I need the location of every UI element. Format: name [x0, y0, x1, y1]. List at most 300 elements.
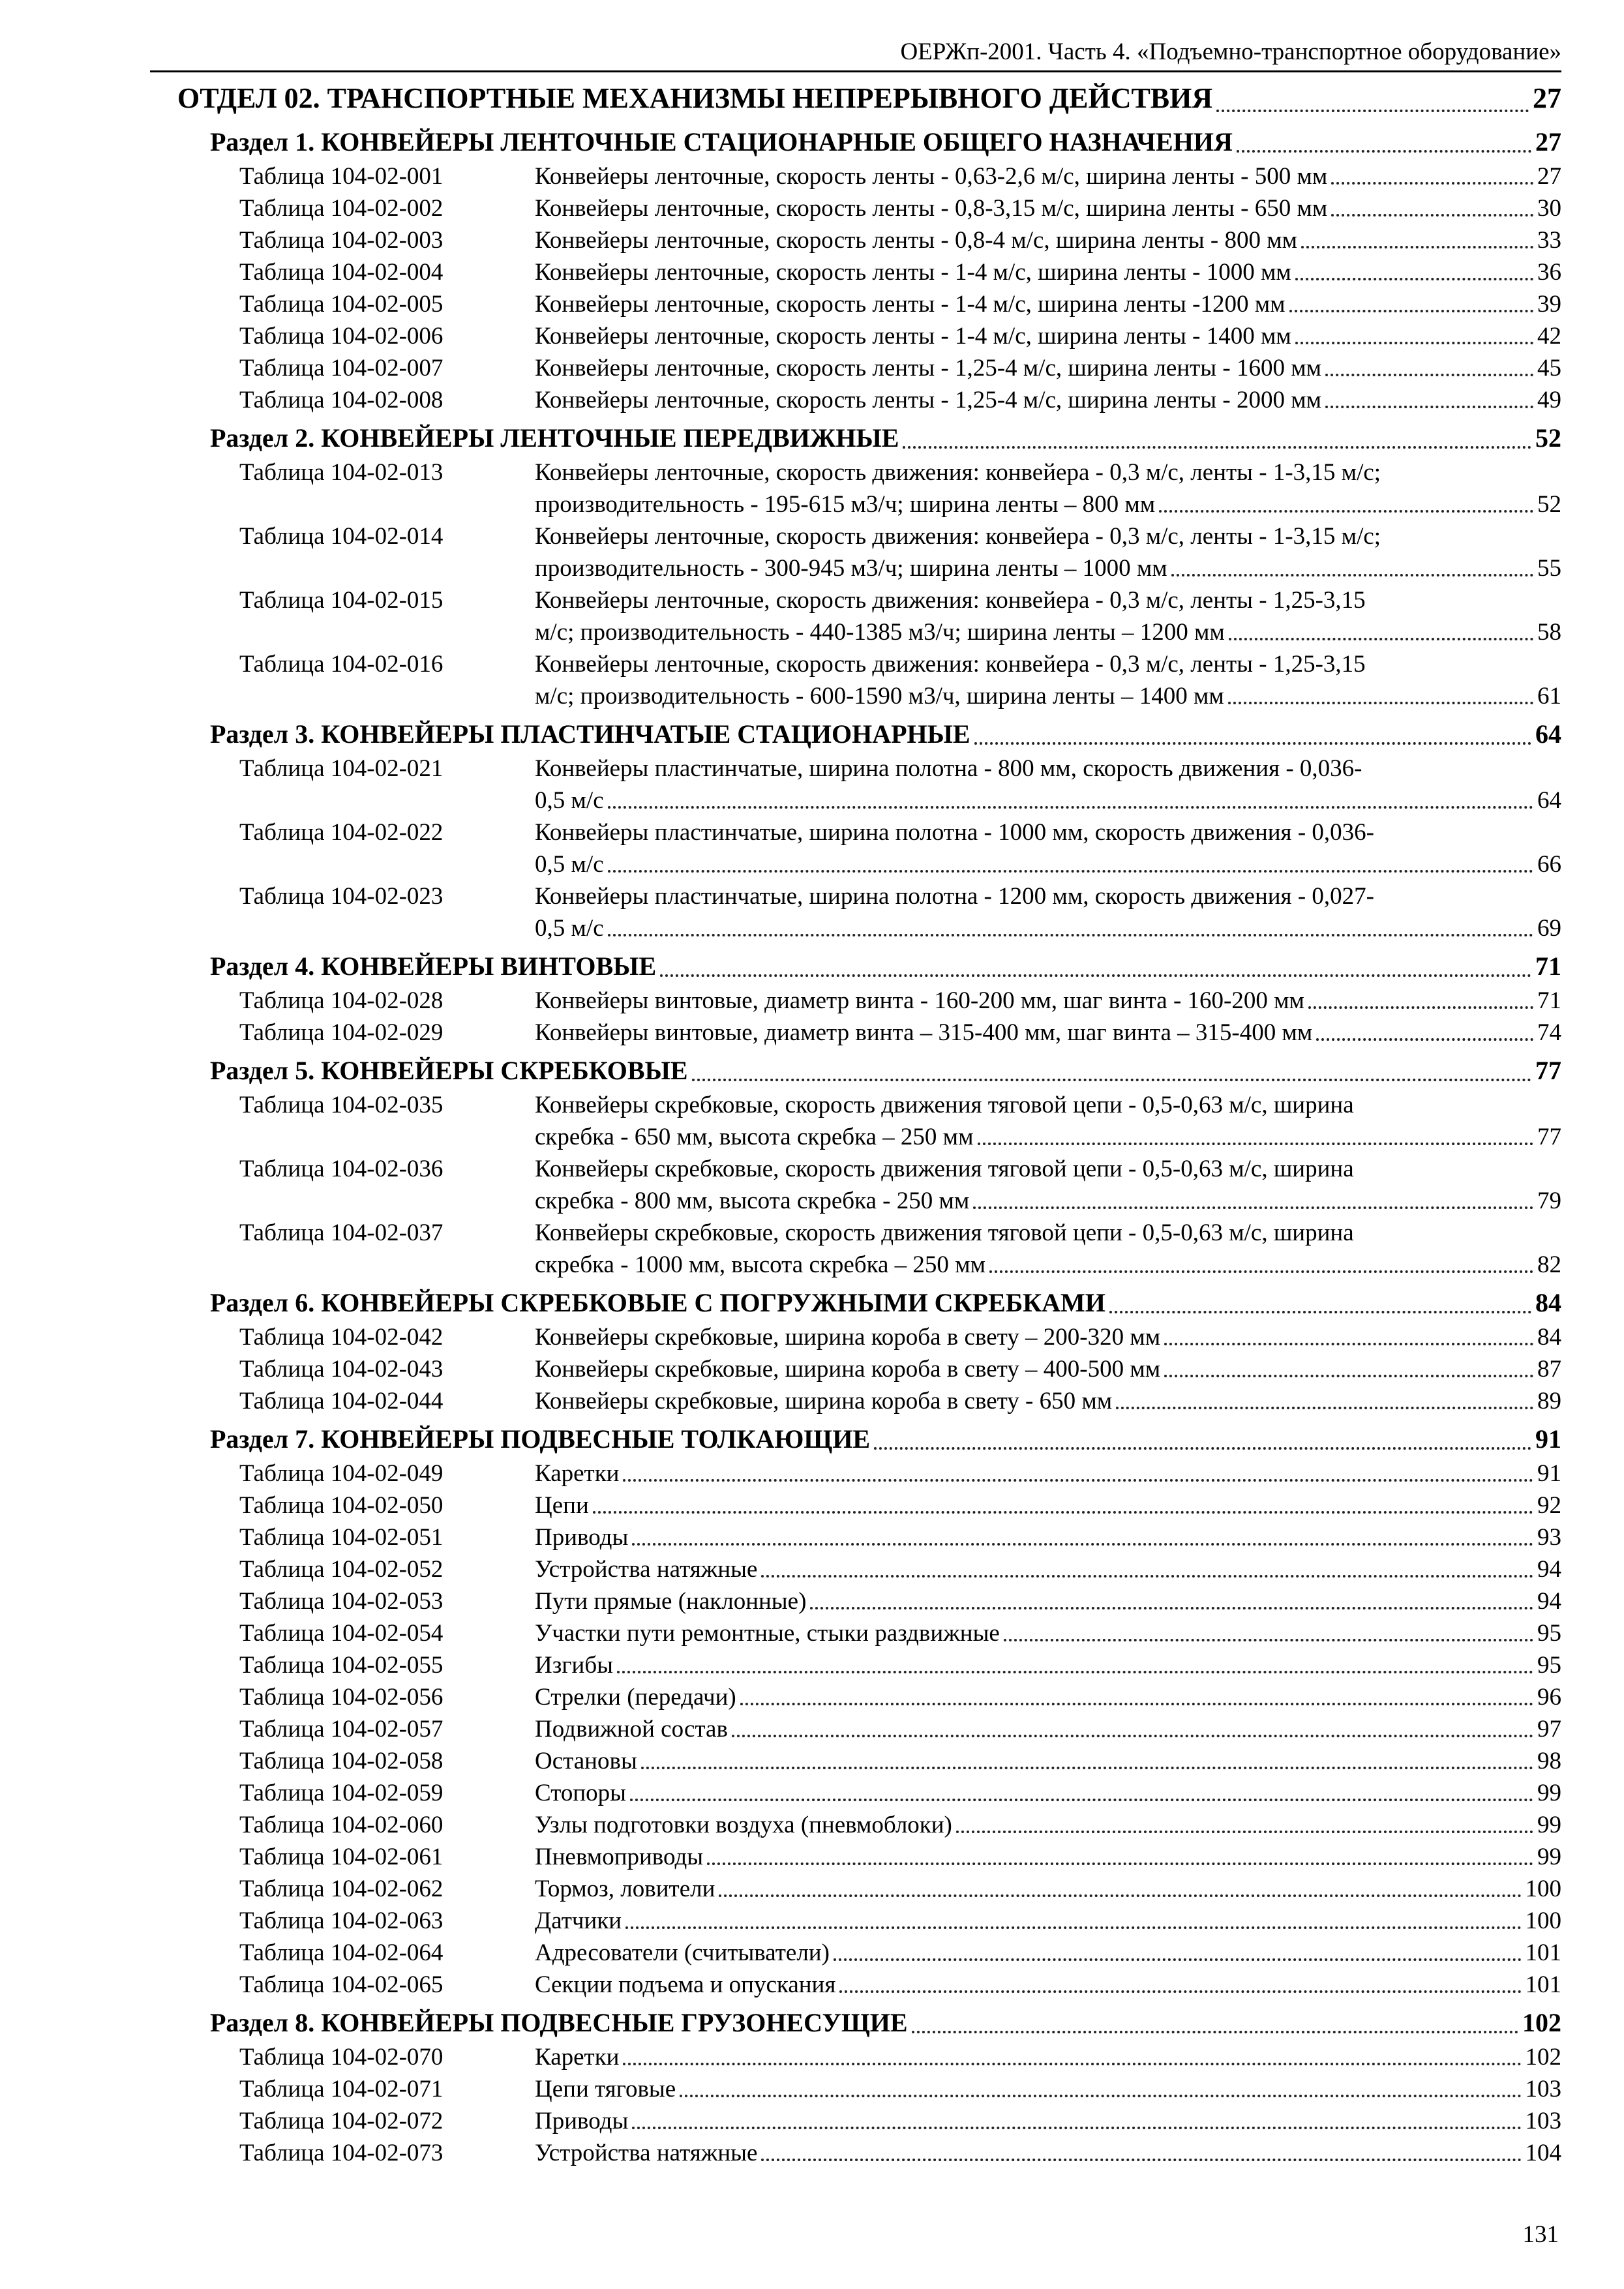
toc-entry [239, 1969, 1561, 2001]
entry-text-line: 0,5 м/с [535, 787, 604, 814]
dot-leader [989, 1270, 1533, 1273]
entry-body [535, 1521, 1561, 1553]
dot-leader [903, 446, 1531, 449]
toc-section [177, 420, 1561, 712]
entry-text-line: Адресователи (считыватели) [535, 1939, 830, 1966]
table-number: Таблица 104-02-029 [239, 1019, 444, 1046]
dot-leader [732, 1735, 1533, 1737]
entry-body [535, 1585, 1561, 1617]
entry-page: 95 [1537, 1620, 1561, 1647]
entry-last-line [535, 2105, 1561, 2137]
table-number: Таблица 104-02-058 [239, 1748, 444, 1774]
dot-leader [1301, 246, 1533, 248]
entry-body [535, 224, 1561, 256]
toc-entry [239, 288, 1561, 320]
table-number: Таблица 104-02-042 [239, 1324, 444, 1351]
toc-entry [239, 192, 1561, 224]
dot-leader [1295, 342, 1533, 344]
entry-text-line: Цепи тяговые [535, 2076, 676, 2102]
entry-text-line: Конвейеры пластинчатые, ширина полотна - 800 мм, скорость движения - 0,036- [535, 755, 1362, 782]
entry-last-line [535, 985, 1561, 1017]
entry-page: 84 [1537, 1324, 1561, 1351]
entry-text-line: скребка - 650 мм, высота скребка – 250 мм [535, 1124, 974, 1150]
entry-page: 45 [1537, 355, 1561, 382]
entry-text-line: Конвейеры скребковые, скорость движения тяговой цепи - 0,5-0,63 м/с, ширина [535, 1092, 1354, 1118]
table-number: Таблица 104-02-036 [239, 1156, 444, 1182]
entry-body [535, 1681, 1561, 1713]
toc-entry [239, 384, 1561, 416]
entry-text-line: Стрелки (передачи) [535, 1684, 736, 1711]
toc-entry [239, 320, 1561, 352]
entry-body [535, 1017, 1561, 1049]
entry-text-line: Цепи [535, 1492, 589, 1519]
entry-last-line [535, 785, 1561, 816]
table-number: Таблица 104-02-051 [239, 1524, 444, 1551]
entry-text-line: Конвейеры скребковые, ширина короба в свету – 400-500 мм [535, 1356, 1161, 1383]
dot-leader [660, 974, 1531, 977]
entry-body [535, 985, 1561, 1017]
table-number: Таблица 104-02-035 [239, 1092, 444, 1118]
entry-page: 91 [1537, 1460, 1561, 1487]
entry-body [535, 880, 1561, 944]
entry-text-line: Конвейеры ленточные, скорость движения: конвейера - 0,3 м/с, ленты - 1-3,15 м/с; [535, 523, 1381, 550]
entry-page: 42 [1537, 323, 1561, 350]
entry-page: 101 [1525, 1971, 1561, 1998]
section-title: Раздел 7. КОНВЕЙЕРЫ ПОДВЕСНЫЕ ТОЛКАЮЩИЕ [210, 1424, 871, 1454]
toc-entry [239, 1489, 1561, 1521]
entry-last-line [535, 848, 1561, 880]
entry-body [535, 1489, 1561, 1521]
entry-last-line [535, 1649, 1561, 1681]
table-number: Таблица 104-02-001 [239, 163, 444, 190]
entry-text-line: Конвейеры ленточные, скорость ленты - 1,25-4 м/с, ширина ленты - 2000 мм [535, 387, 1322, 413]
page-number: 131 [1522, 2221, 1559, 2248]
table-number: Таблица 104-02-070 [239, 2044, 444, 2071]
entry-last-line [535, 1745, 1561, 1777]
entry-text-line: Стопоры [535, 1780, 627, 1806]
entry-last-line [535, 1873, 1561, 1905]
entry-last-line [535, 288, 1561, 320]
table-number: Таблица 104-02-037 [239, 1219, 444, 1246]
table-number: Таблица 104-02-049 [239, 1460, 444, 1487]
entry-body [535, 1553, 1561, 1585]
entry-body [535, 2041, 1561, 2073]
dot-leader [608, 934, 1533, 936]
dot-leader [630, 1799, 1533, 1801]
entry-last-line [535, 680, 1561, 712]
section-page: 71 [1535, 951, 1561, 981]
toc-entry [239, 1353, 1561, 1385]
toc-entry [239, 1521, 1561, 1553]
entry-text-line: Конвейеры винтовые, диаметр винта - 160-200 мм, шаг винта - 160-200 мм [535, 987, 1304, 1014]
entry-text-line: производительность - 300-945 м3/ч; ширина ленты – 1000 мм [535, 555, 1167, 582]
dot-leader [978, 1143, 1533, 1145]
dot-leader [1228, 702, 1533, 704]
dot-leader [1171, 574, 1533, 576]
entry-body [535, 1937, 1561, 1969]
entry-body [535, 384, 1561, 416]
dot-leader [1164, 1343, 1533, 1345]
toc-section [177, 1053, 1561, 1281]
entry-text-line: Участки пути ремонтные, стыки раздвижные [535, 1620, 1000, 1647]
section-page: 102 [1522, 2008, 1561, 2037]
dot-leader [912, 2031, 1518, 2033]
entry-text-line: Устройства натяжные [535, 2140, 758, 2166]
toc-entry [239, 2041, 1561, 2073]
dot-leader [632, 2127, 1521, 2129]
section-heading [210, 1421, 1561, 1458]
entry-body [535, 320, 1561, 352]
entry-body [535, 1217, 1561, 1281]
entry-last-line [535, 1937, 1561, 1969]
toc-entry [239, 2105, 1561, 2137]
entry-text-line: Узлы подготовки воздуха (пневмоблоки) [535, 1812, 952, 1838]
entry-text-line: Остановы [535, 1748, 637, 1774]
toc-entry [239, 648, 1561, 712]
toc-entry [239, 256, 1561, 288]
toc-section [177, 2005, 1561, 2169]
table-number: Таблица 104-02-008 [239, 387, 444, 413]
entry-text-line: производительность - 195-615 м3/ч; ширина ленты – 800 мм [535, 491, 1156, 518]
entry-text-line: Конвейеры винтовые, диаметр винта – 315-400 мм, шаг винта – 315-400 мм [535, 1019, 1313, 1046]
entry-text-line: Датчики [535, 1908, 622, 1934]
toc-entry [239, 1745, 1561, 1777]
toc-entry [239, 1937, 1561, 1969]
entry-page: 93 [1537, 1524, 1561, 1551]
dot-leader [625, 1926, 1521, 1929]
entry-body [535, 1873, 1561, 1905]
entry-last-line [535, 1121, 1561, 1153]
entry-text-line: Конвейеры ленточные, скорость ленты - 0,8-4 м/с, ширина ленты - 800 мм [535, 227, 1298, 254]
sections-list [177, 124, 1561, 2169]
section-title: Раздел 6. КОНВЕЙЕРЫ СКРЕБКОВЫЕ С ПОГРУЖНЫМИ СКРЕБКАМИ [210, 1288, 1105, 1317]
dot-leader [1159, 510, 1533, 513]
entry-text-line: Конвейеры ленточные, скорость ленты - 0,8-3,15 м/с, ширина ленты - 650 мм [535, 195, 1328, 222]
toc-entry [239, 1385, 1561, 1417]
toc-entry [239, 1458, 1561, 1489]
entry-body [535, 1617, 1561, 1649]
entry-page: 95 [1537, 1652, 1561, 1679]
entry-body [535, 1745, 1561, 1777]
toc-entry [239, 584, 1561, 648]
entry-last-line [535, 256, 1561, 288]
table-number: Таблица 104-02-062 [239, 1876, 444, 1902]
entry-text-line: Устройства натяжные [535, 1556, 758, 1583]
entry-page: 99 [1537, 1780, 1561, 1806]
section-heading [210, 716, 1561, 753]
entry-page: 100 [1525, 1876, 1561, 1902]
table-number: Таблица 104-02-016 [239, 651, 444, 678]
entry-text-line: Конвейеры скребковые, скорость движения тяговой цепи - 0,5-0,63 м/с, ширина [535, 1219, 1354, 1246]
entry-page: 77 [1537, 1124, 1561, 1150]
dot-leader [1116, 1407, 1533, 1409]
dot-leader [1289, 310, 1533, 312]
table-number: Таблица 104-02-064 [239, 1939, 444, 1966]
entry-text-line: Конвейеры ленточные, скорость ленты - 1-4 м/с, ширина ленты -1200 мм [535, 291, 1286, 318]
dot-leader [974, 742, 1531, 745]
toc-entry [239, 753, 1561, 816]
toc-entry [239, 1809, 1561, 1841]
dot-leader [839, 1990, 1521, 1993]
section-page: 27 [1535, 127, 1561, 157]
entry-text-line: скребка - 800 мм, высота скребка - 250 мм [535, 1188, 970, 1214]
toc-entry [239, 1873, 1561, 1905]
entry-last-line [535, 1553, 1561, 1585]
table-number: Таблица 104-02-055 [239, 1652, 444, 1679]
dot-leader [632, 1543, 1533, 1546]
table-number: Таблица 104-02-004 [239, 259, 444, 286]
dot-leader [1109, 1311, 1531, 1313]
section-title: Раздел 1. КОНВЕЙЕРЫ ЛЕНТОЧНЫЕ СТАЦИОНАРНЫЕ ОБЩЕГО НАЗНАЧЕНИЯ [210, 127, 1233, 157]
dot-leader [617, 1671, 1533, 1673]
section-page: 77 [1535, 1056, 1561, 1085]
section-heading [210, 948, 1561, 985]
toc-entry [239, 985, 1561, 1017]
dot-leader [692, 1079, 1531, 1081]
entry-page: 102 [1525, 2044, 1561, 2071]
toc-entry [239, 1777, 1561, 1809]
otdel-heading [177, 77, 1561, 120]
entry-page: 89 [1537, 1388, 1561, 1414]
entry-page: 36 [1537, 259, 1561, 286]
table-number: Таблица 104-02-013 [239, 459, 444, 486]
entry-text-line: Конвейеры ленточные, скорость ленты - 1,25-4 м/с, ширина ленты - 1600 мм [535, 355, 1322, 382]
dot-leader [680, 2095, 1521, 2097]
dot-leader [874, 1447, 1531, 1450]
entry-text-line: Тормоз, ловители [535, 1876, 715, 1902]
section-page: 91 [1535, 1424, 1561, 1454]
entry-text-line: Пневмоприводы [535, 1844, 704, 1870]
toc-entry [239, 1585, 1561, 1617]
section-title: Раздел 3. КОНВЕЙЕРЫ ПЛАСТИНЧАТЫЕ СТАЦИОНАРНЫЕ [210, 719, 970, 749]
entry-body [535, 584, 1561, 648]
dot-leader [810, 1607, 1533, 1609]
entry-body [535, 456, 1561, 520]
table-number: Таблица 104-02-063 [239, 1908, 444, 1934]
entry-body [535, 1353, 1561, 1385]
toc-entry [239, 1089, 1561, 1153]
entry-body [535, 1153, 1561, 1217]
entry-body [535, 1458, 1561, 1489]
table-number: Таблица 104-02-059 [239, 1780, 444, 1806]
entry-last-line [535, 616, 1561, 648]
entry-last-line [535, 1458, 1561, 1489]
entry-page: 71 [1537, 987, 1561, 1014]
entry-last-line [535, 224, 1561, 256]
toc-entry [239, 2137, 1561, 2169]
entry-body [535, 2137, 1561, 2169]
table-number: Таблица 104-02-065 [239, 1971, 444, 1998]
toc-entry [239, 1153, 1561, 1217]
entry-last-line [535, 1617, 1561, 1649]
table-number: Таблица 104-02-054 [239, 1620, 444, 1647]
entry-body [535, 2073, 1561, 2105]
toc-entry [239, 520, 1561, 584]
entry-last-line [535, 912, 1561, 944]
entry-text-line: Приводы [535, 2108, 629, 2134]
entry-last-line [535, 1713, 1561, 1745]
entry-text-line: Конвейеры ленточные, скорость движения: конвейера - 0,3 м/с, ленты - 1-3,15 м/с; [535, 459, 1381, 486]
entry-body [535, 2105, 1561, 2137]
entry-body [535, 1089, 1561, 1153]
entry-body [535, 520, 1561, 584]
entry-page: 104 [1525, 2140, 1561, 2166]
entry-page: 82 [1537, 1251, 1561, 1278]
entry-text-line: Пути прямые (наклонные) [535, 1588, 807, 1615]
dot-leader [740, 1703, 1533, 1705]
entry-body [535, 1841, 1561, 1873]
dot-leader [719, 1894, 1521, 1897]
entry-body [535, 1385, 1561, 1417]
toc-entry [239, 1681, 1561, 1713]
entry-text-line: 0,5 м/с [535, 915, 604, 942]
table-number: Таблица 104-02-002 [239, 195, 444, 222]
entry-body [535, 1809, 1561, 1841]
section-page: 64 [1535, 719, 1561, 749]
entry-body [535, 1905, 1561, 1937]
dot-leader [1325, 406, 1533, 408]
table-number: Таблица 104-02-006 [239, 323, 444, 350]
table-number: Таблица 104-02-028 [239, 987, 444, 1014]
section-heading [210, 124, 1561, 160]
entry-page: 27 [1537, 163, 1561, 190]
dot-leader [761, 2159, 1521, 2161]
table-number: Таблица 104-02-056 [239, 1684, 444, 1711]
otdel-page: 27 [1533, 82, 1561, 114]
toc-entry [239, 456, 1561, 520]
entry-page: 61 [1537, 683, 1561, 710]
entry-page: 30 [1537, 195, 1561, 222]
entry-page: 101 [1525, 1939, 1561, 1966]
dot-leader [1237, 150, 1531, 153]
entry-text-line: Каретки [535, 2044, 620, 2071]
entry-page: 97 [1537, 1716, 1561, 1743]
table-number: Таблица 104-02-007 [239, 355, 444, 382]
entry-page: 98 [1537, 1748, 1561, 1774]
table-number: Таблица 104-02-072 [239, 2108, 444, 2134]
running-header: ОЕРЖп-2001. Часть 4. «Подъемно-транспортное оборудование» [900, 38, 1561, 65]
toc-entry [239, 1617, 1561, 1649]
dot-leader [593, 1511, 1533, 1514]
entry-last-line [535, 384, 1561, 416]
table-number: Таблица 104-02-043 [239, 1356, 444, 1383]
entry-body [535, 816, 1561, 880]
entry-last-line [535, 352, 1561, 384]
entry-last-line [535, 1353, 1561, 1385]
entry-text-line: Конвейеры ленточные, скорость движения: конвейера - 0,3 м/с, ленты - 1,25-3,15 [535, 651, 1366, 678]
entry-page: 74 [1537, 1019, 1561, 1046]
dot-leader [1325, 374, 1533, 376]
dot-leader [641, 1767, 1533, 1769]
toc-entry [239, 160, 1561, 192]
entry-text-line: Каретки [535, 1460, 620, 1487]
entry-body [535, 160, 1561, 192]
toc-section [177, 716, 1561, 944]
entry-last-line [535, 1969, 1561, 2001]
table-number: Таблица 104-02-053 [239, 1588, 444, 1615]
dot-leader [707, 1863, 1533, 1865]
entry-text-line: м/с; производительность - 440-1385 м3/ч; ширина ленты – 1200 мм [535, 619, 1225, 646]
entry-text-line: Секции подъема и опускания [535, 1971, 836, 1998]
entry-page: 100 [1525, 1908, 1561, 1934]
section-title: Раздел 4. КОНВЕЙЕРЫ ВИНТОВЫЕ [210, 951, 657, 981]
otdel-title: ОТДЕЛ 02. ТРАНСПОРТНЫЕ МЕХАНИЗМЫ НЕПРЕРЫВНОГО ДЕЙСТВИЯ [177, 82, 1213, 114]
entry-last-line [535, 1777, 1561, 1809]
entry-page: 92 [1537, 1492, 1561, 1519]
entry-last-line [535, 320, 1561, 352]
entry-text-line: Конвейеры скребковые, скорость движения тяговой цепи - 0,5-0,63 м/с, ширина [535, 1156, 1354, 1182]
entry-page: 49 [1537, 387, 1561, 413]
entry-page: 79 [1537, 1188, 1561, 1214]
toc-entry [239, 1553, 1561, 1585]
entry-page: 103 [1525, 2076, 1561, 2102]
section-heading [210, 420, 1561, 456]
dot-leader [1316, 1038, 1533, 1041]
toc-entry [239, 1713, 1561, 1745]
table-of-contents [177, 77, 1561, 2169]
dot-leader [956, 1831, 1533, 1833]
toc-section [177, 1285, 1561, 1417]
table-number: Таблица 104-02-050 [239, 1492, 444, 1519]
table-number: Таблица 104-02-015 [239, 587, 444, 614]
entry-text-line: Конвейеры ленточные, скорость ленты - 1-4 м/с, ширина ленты - 1400 мм [535, 323, 1291, 350]
entry-last-line [535, 1185, 1561, 1217]
entry-last-line [535, 1681, 1561, 1713]
entry-last-line [535, 1841, 1561, 1873]
toc-entry [239, 816, 1561, 880]
entry-body [535, 1649, 1561, 1681]
entry-body [535, 256, 1561, 288]
entry-body [535, 1777, 1561, 1809]
header-rule [150, 70, 1561, 72]
toc-entry [239, 2073, 1561, 2105]
table-number: Таблица 104-02-005 [239, 291, 444, 318]
entry-page: 64 [1537, 787, 1561, 814]
entry-page: 96 [1537, 1684, 1561, 1711]
dot-leader [973, 1206, 1533, 1209]
toc-entry [239, 1841, 1561, 1873]
entry-text-line: Конвейеры пластинчатые, ширина полотна - 1200 мм, скорость движения - 0,027- [535, 883, 1374, 910]
section-heading [210, 2005, 1561, 2041]
entry-page: 58 [1537, 619, 1561, 646]
entry-text-line: Изгибы [535, 1652, 613, 1679]
entry-text-line: Конвейеры скребковые, ширина короба в свету - 650 мм [535, 1388, 1113, 1414]
entry-text-line: Конвейеры ленточные, скорость ленты - 1-4 м/с, ширина ленты - 1000 мм [535, 259, 1291, 286]
entry-last-line [535, 2073, 1561, 2105]
entry-text-line: Конвейеры ленточные, скорость ленты - 0,63-2,6 м/с, ширина ленты - 500 мм [535, 163, 1328, 190]
toc-entry [239, 224, 1561, 256]
table-number: Таблица 104-02-071 [239, 2076, 444, 2102]
section-title: Раздел 8. КОНВЕЙЕРЫ ПОДВЕСНЫЕ ГРУЗОНЕСУЩИЕ [210, 2008, 908, 2037]
entry-last-line [535, 1809, 1561, 1841]
entry-page: 52 [1537, 491, 1561, 518]
entry-last-line [535, 1905, 1561, 1937]
entry-page: 69 [1537, 915, 1561, 942]
toc-entry [239, 1905, 1561, 1937]
entry-text-line: Приводы [535, 1524, 629, 1551]
entry-text-line: Конвейеры скребковые, ширина короба в свету – 200-320 мм [535, 1324, 1161, 1351]
entry-last-line [535, 1385, 1561, 1417]
entry-last-line [535, 160, 1561, 192]
section-heading [210, 1053, 1561, 1089]
table-number: Таблица 104-02-003 [239, 227, 444, 254]
table-number: Таблица 104-02-060 [239, 1812, 444, 1838]
entry-text-line: 0,5 м/с [535, 851, 604, 878]
table-number: Таблица 104-02-057 [239, 1716, 444, 1743]
entry-body [535, 1969, 1561, 2001]
entry-last-line [535, 1585, 1561, 1617]
entry-text-line: Конвейеры ленточные, скорость движения: конвейера - 0,3 м/с, ленты - 1,25-3,15 [535, 587, 1366, 614]
